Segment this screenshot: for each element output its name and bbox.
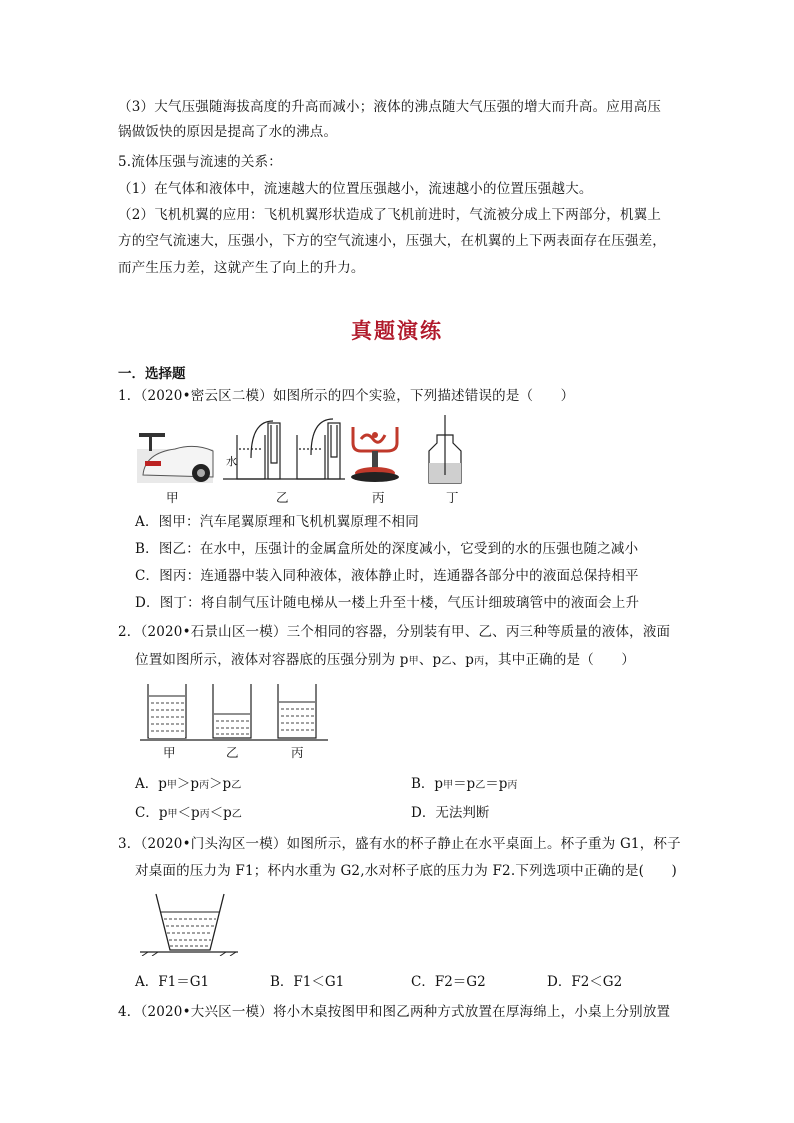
q2-option-b[interactable]: B．p甲＝p乙＝p丙 — [411, 776, 518, 792]
intro-line-6: 方的空气流速大，压强小，下方的空气流速小，压强大，在机翼的上下两表面存在压强差， — [118, 233, 666, 249]
intro-line-3: 5.流体压强与流速的关系： — [118, 154, 282, 170]
water-label: 水 — [226, 455, 237, 468]
q2-figure — [140, 680, 330, 742]
bottle-barometer — [429, 415, 461, 483]
connected-vessels — [351, 427, 399, 482]
q2-label-bing: 丙 — [291, 745, 304, 760]
intro-line-2: 锅做饭快的原因是提高了水的沸点。 — [118, 124, 338, 140]
section-title: 真题演练 — [351, 318, 443, 343]
intro-line-7: 而产生压力差，这就产生了向上的升力。 — [118, 260, 365, 276]
q3-option-d[interactable]: D．F2＜G2 — [547, 974, 623, 990]
q3-stem-1: 3．（2020•门头沟区一模）如图所示，盛有水的杯子静止在水平桌面上。杯子重为 G1，杯子 — [118, 836, 681, 852]
q3-figure — [140, 890, 240, 956]
q4-stem-1: 4．（2020•大兴区一模）将小木桌按图甲和图乙两种方式放置在厚海绵上，小桌上分别放置 — [118, 1004, 671, 1020]
q1-option-d[interactable]: D．图丁：将自制气压计随电梯从一楼上升至十楼，气压计细玻璃管中的液面会上升 — [135, 595, 640, 611]
q2-stem-2: 位置如图所示，液体对容器底的压强分别为 p甲、p乙、p丙，其中正确的是（ ） — [135, 652, 636, 668]
q3-option-c[interactable]: C．F2＝G2 — [411, 974, 486, 990]
q1-option-c[interactable]: C．图丙：连通器中装入同种液体，液体静止时，连通器各部分中的液面总保持相平 — [135, 568, 639, 584]
q2-label-yi: 乙 — [226, 745, 239, 760]
intro-line-4: （1）在气体和液体中，流速越大的位置压强越小，流速越小的位置压强越大。 — [118, 181, 593, 197]
q1-label-ding: 丁 — [446, 490, 459, 505]
q3-option-b[interactable]: B．F1＜G1 — [270, 974, 345, 990]
q1-stem: 1．（2020•密云区二模）如图所示的四个实验，下列描述错误的是（ ） — [118, 388, 575, 404]
pressure-gauge-setup — [223, 419, 345, 479]
container-bing-liquid — [279, 702, 315, 730]
q2-option-d[interactable]: D．无法判断 — [411, 805, 490, 821]
q1-option-b[interactable]: B．图乙：在水中，压强计的金属盒所处的深度减小，它受到的水的压强也随之减小 — [135, 541, 639, 557]
q2-label-jia: 甲 — [163, 745, 176, 760]
q1-figure — [135, 413, 465, 491]
q3-stem-2: 对桌面的压力为 F1；杯内水重为 G2,水对杯子底的压力为 F2.下列选项中正确的是( ) — [135, 863, 677, 879]
container-yi-liquid — [214, 714, 250, 734]
q1-label-bing: 丙 — [372, 490, 385, 505]
q1-label-yi: 乙 — [276, 490, 289, 505]
intro-line-1: （3）大气压强随海拔高度的升高而减小；液体的沸点随大气压强的增大而升高。应用高压 — [118, 99, 662, 115]
car-image — [137, 433, 213, 483]
q1-option-a[interactable]: A．图甲：汽车尾翼原理和飞机机翼原理不相同 — [135, 514, 419, 530]
q1-label-jia: 甲 — [166, 490, 179, 505]
container-jia-liquid — [149, 696, 185, 738]
q2-option-c[interactable]: C．p甲＜p丙＜p乙 — [135, 805, 242, 821]
q2-stem-1: 2．（2020•石景山区一模）三个相同的容器，分别装有甲、乙、丙三种等质量的液体，液面 — [118, 624, 671, 640]
q3-option-a[interactable]: A．F1＝G1 — [135, 974, 210, 990]
intro-line-5: （2）飞机机翼的应用：飞机机翼形状造成了飞机前进时，气流被分成上下两部分，机翼上 — [118, 207, 662, 223]
q2-option-a[interactable]: A．p甲＞p丙＞p乙 — [135, 776, 242, 792]
cup-water — [161, 912, 219, 946]
section-heading: 一．选择题 — [118, 366, 186, 382]
